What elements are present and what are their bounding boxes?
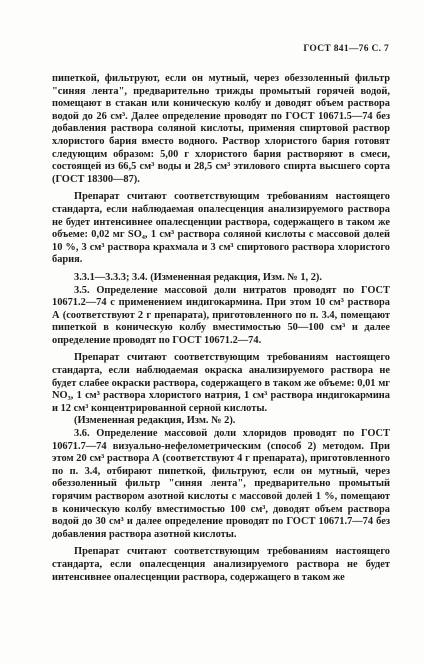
paragraph-chloride-method: 3.6. Определение массовой доли хлоридов проводят по ГОСТ 10671.7—74 визуально-нефелометрическим (способ 2) методом. При этом 20 см³ раствора А (соответствуют 4 г препарата), приготовленного по п. 3.4, отбирают пипеткой, фильтруют, если он мутный, через обеззоленный фильтр "синяя лента", предварительно промытый горячим раствором азотной кислоты с массовой долей 1 %, помещают в коническую колбу вместимостью 100 см³, доводят объем раствора водой до 30 см³ и далее определение проводят по ГОСТ 10671.7—74 без добавления раствора азотной кислоты. — [52, 428, 390, 540]
paragraph-nitrate-method: 3.5. Определение массовой доли нитратов проводят по ГОСТ 10671.2—74 с применением индигокармина. При этом 10 см³ раствора А (соответствуют 2 г препарата), приготовленного по п. 3.4, помещают пипеткой в коническую колбу вместимостью 50—100 см³ и далее определение проводят по ГОСТ 10671.2—74. — [52, 284, 390, 346]
paragraph-nitrate-criterion: Препарат считают соответствующим требованиям настоящего стандарта, если наблюдаемая окраска анализируемого раствора не будет слабее окраски раствора, содержащего в таком же объеме: 0,01 мг NO₃, 1 см³ раствора хлористого натрия, 1 см³ раствора индигокармина и 12 см³ концентрированной серной кислоты. — [52, 352, 390, 414]
paragraph-chloride-criterion: Препарат считают соответствующим требованиям настоящего стандарта, если опалесценция анализируемого раствора не будет интенсивнее опалесценции раствора, содержащего в таком же — [52, 546, 390, 583]
paragraph-revision-note-2: (Измененная редакция, Изм. № 2). — [74, 415, 236, 427]
page-header: ГОСТ 841—76 С. 7 — [303, 44, 389, 54]
paragraph-sulfate-continuation: пипеткой, фильтруют, если он мутный, через обеззоленный фильтр "синяя лента", предварительно трижды промытый горячей водой, помещают в стакан или коническую колбу и доводят объем раствора водой до 26 см³. Далее определение проводят по ГОСТ 10671.5—74 без добавления раствора соляной кислоты, применяя спиртовой раствор хлористого бария вместо водного. Раствор хлористого бария готовят следующим образом: 5,00 г хлористого бария растворяют в смеси, состоящей из 66,5 см³ воды и 28,5 см³ этилового спирта высшего сорта (ГОСТ 18300—87). — [52, 73, 390, 185]
page-body — [52, 73, 390, 584]
paragraph-sulfate-criterion: Препарат считают соответствующим требованиям настоящего стандарта, если наблюдаемая опалесценция анализируемого раствора не будет интенсивнее опалесценции раствора, содержащего в таком же объеме: 0,02 мг SO₄, 1 см³ раствора соляной кислоты с массовой долей 10 %, 3 см³ раствора крахмала и 3 см³ спиртового раствора хлористого бария. — [52, 191, 390, 266]
paragraph-revision-note-1: 3.3.1—3.3.3; 3.4. (Измененная редакция, Изм. № 1, 2). — [74, 271, 322, 283]
